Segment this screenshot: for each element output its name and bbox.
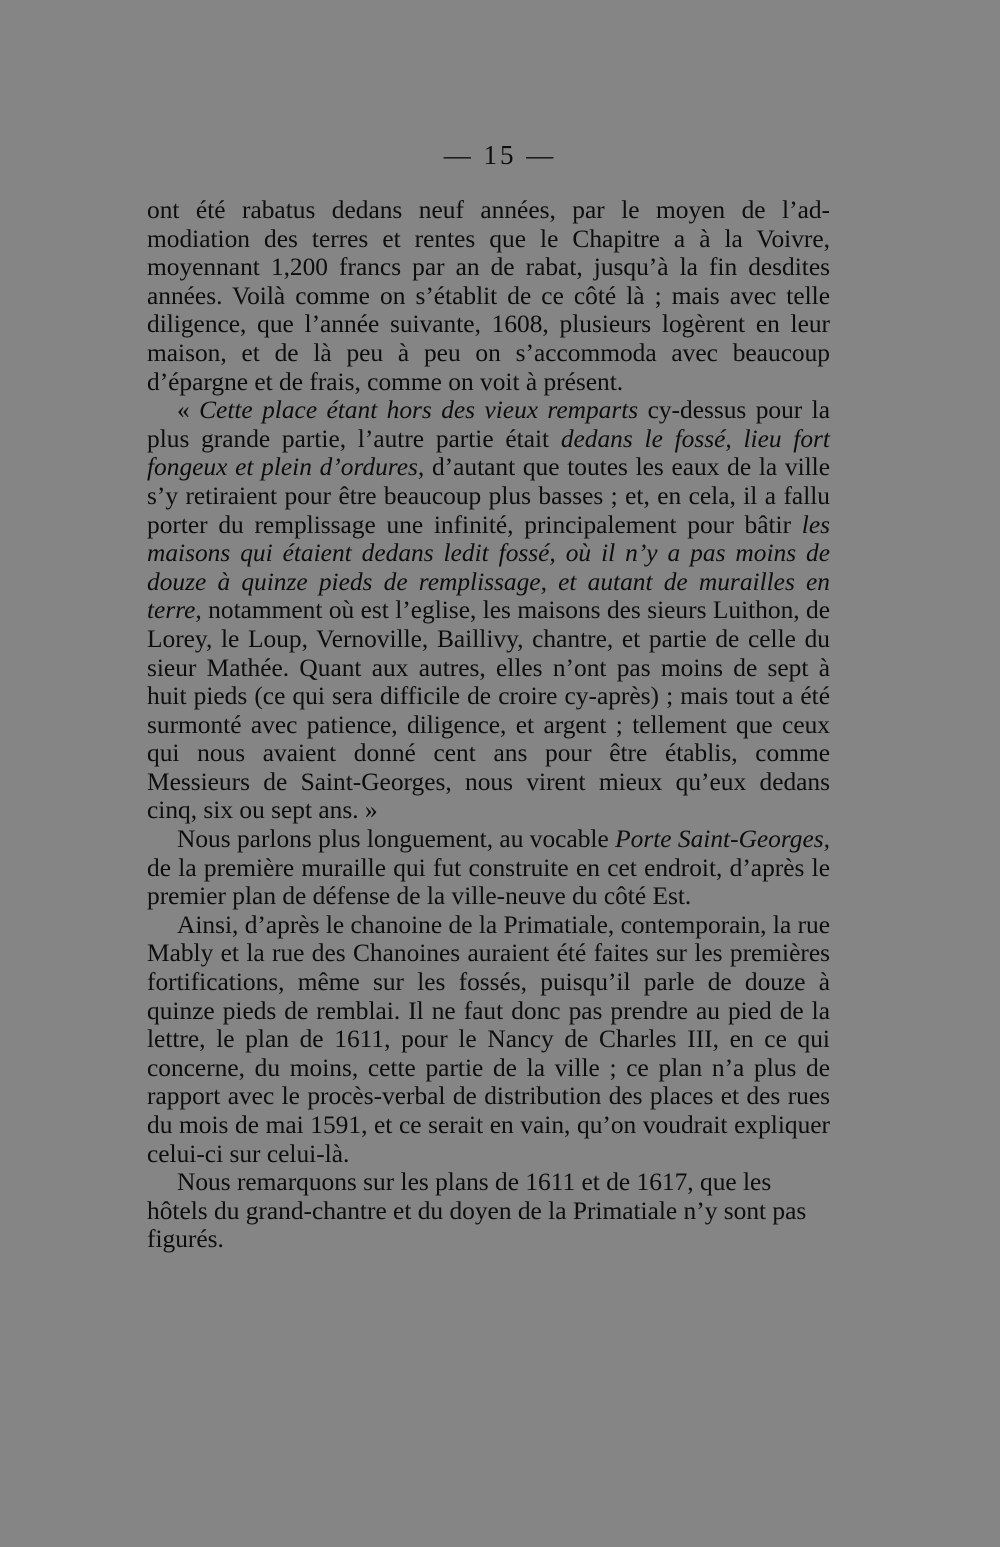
text-run: «	[177, 396, 200, 425]
text-run: cy-dessus pour la plus grande partie, l’autre partie était	[147, 396, 830, 453]
text-body	[147, 196, 830, 1254]
paragraph	[147, 911, 830, 1168]
paragraph	[147, 825, 830, 911]
paragraph	[147, 396, 830, 825]
text-run: notamment où est l’eglise, les maisons des sieurs Luithon, de Lorey, le Loup, Vernoville, Baillivy, chantre, et partie de celle du sieur Mathée. Quant aux autres, elles n’ont pas moins de sept à huit pieds (ce qui sera difficile de croire cy-après) ; mais tout a été surmonté avec patience, diligence, et argent ; tellement que ceux qui nous avaient donné cent ans pour être établis, comme Messieurs de Saint-Georges, nous virent mieux qu’eux dedans cinq, six ou sept ans. »	[147, 596, 830, 825]
italic-text-run: Cette place étant hors des vieux remparts	[199, 396, 639, 425]
text-run: Nous remarquons sur les plans de 1611 et de 1617, que les hôtels du grand-chantre et du doyen de la Primatiale n’y sont pas figurés.	[147, 1168, 807, 1254]
text-run: ont été rabatus dedans neuf années, par le moyen de l’ad-modiation des terres et rentes que le Chapitre a à la Voivre, moyennant 1,200 francs par an de rabat, jusqu’à la fin desdites années. Voilà comme on s’établit de ce côté là ; mais avec telle diligence, que l’année suivante, 1608, plusieurs logèrent en leur maison, et de là peu à peu on s’accommoda avec beaucoup d’épargne et de frais, comme on voit à présent.	[147, 196, 830, 396]
italic-text-run: Porte Saint-Georges,	[615, 825, 831, 854]
text-run: Nous parlons plus longuement, au vocable	[177, 825, 616, 854]
paragraph	[147, 196, 830, 396]
text-run: Ainsi, d’après le chanoine de la Primatiale, contemporain, la rue Mably et la rue des Chanoines auraient été faites sur les premières fortifications, même sur les fossés, puisqu’il parle de douze à quinze pieds de remblai. Il ne faut donc pas prendre au pied de la lettre, le plan de 1611, pour le Nancy de Charles III, en ce qui concerne, du moins, cette partie de la ville ; ce plan n’a plus de rapport avec le procès-verbal de distribution des places et des rues du mois de mai 1591, et ce serait en vain, qu’on voudrait expliquer celui-ci sur celui-là.	[147, 910, 830, 1168]
italic-text-run: dedans le fossé, lieu fort fongeux et plein d’ordures,	[147, 424, 830, 482]
text-run: d’autant que toutes les eaux de la ville s’y retiraient pour être beaucoup plus basses ; et, en cela, il a fallu porter du remplissage une infinité, principalement pour bâtir	[147, 453, 830, 539]
page-number: — 15 —	[443, 140, 557, 170]
text-run: de la première muraille qui fut construite en cet endroit, d’après le premier plan de défense de la ville-neuve du côté Est.	[147, 853, 830, 911]
italic-text-run: les maisons qui étaient dedans ledit fossé, où il n’y a pas moins de douze à quinze pieds de remplissage, et autant de murailles en terre,	[147, 510, 830, 625]
paragraph	[147, 1168, 830, 1254]
